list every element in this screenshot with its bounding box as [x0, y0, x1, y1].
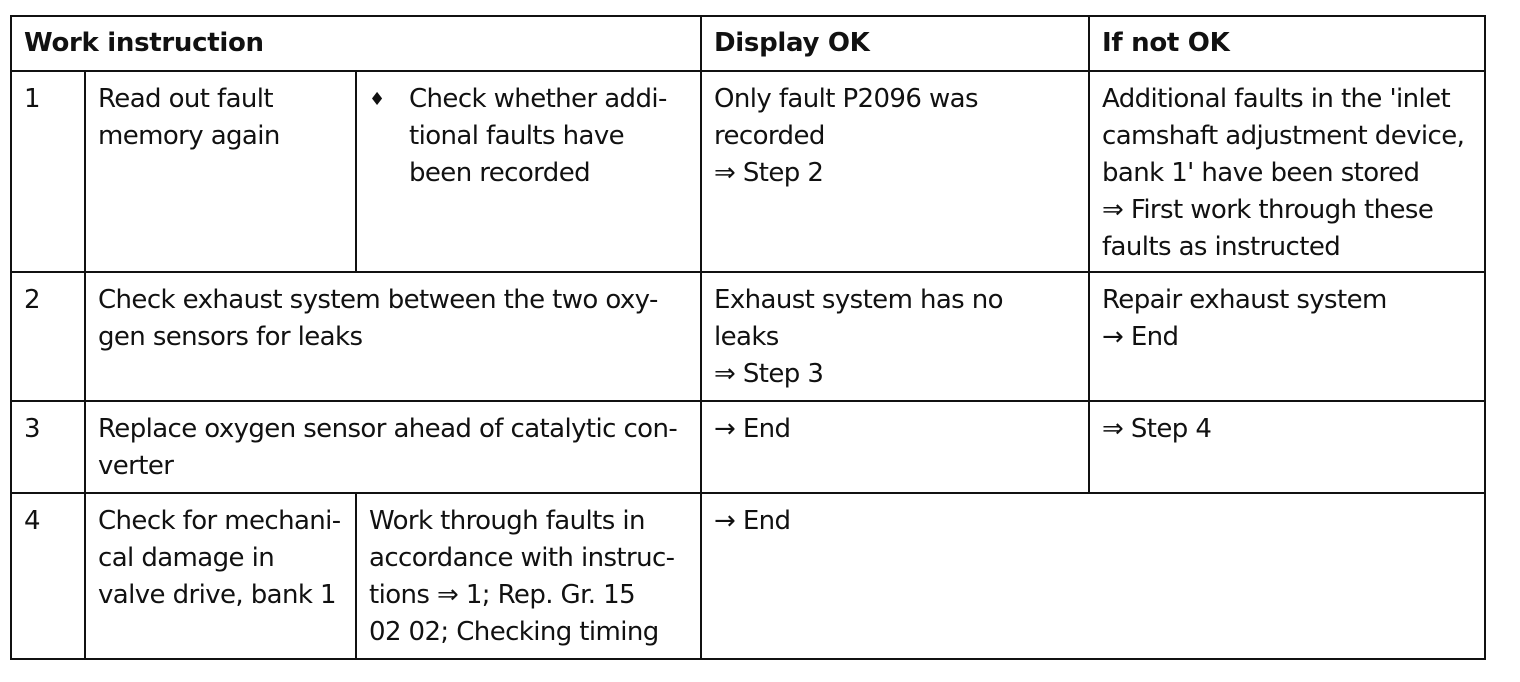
- action-line: Read out fault: [98, 84, 274, 114]
- work-instruction-table: [10, 15, 1486, 660]
- step-number: 1: [11, 71, 85, 272]
- detail-line: been recorded: [409, 158, 590, 188]
- header-if-not-ok: If not OK: [1089, 16, 1485, 71]
- not-ok-line: ⇒ First work through these: [1102, 195, 1434, 225]
- step-number: 4: [11, 493, 85, 659]
- detail-line: tional faults have: [409, 121, 625, 151]
- table-row-step-1: [11, 71, 1485, 272]
- not-ok-line: faults as instructed: [1102, 232, 1341, 262]
- ok-line: ⇒ Step 2: [714, 158, 824, 188]
- action-line: Check exhaust system between the two oxy-: [98, 285, 658, 315]
- action-cell: [85, 493, 356, 659]
- if-not-ok-cell: [1089, 71, 1485, 272]
- detail-line: 02 02; Checking timing: [369, 617, 659, 647]
- not-ok-line: Repair exhaust system: [1102, 285, 1387, 315]
- not-ok-line: ⇒ Step 4: [1102, 414, 1212, 444]
- detail-cell: [356, 71, 701, 272]
- display-ok-cell: [701, 71, 1089, 272]
- action-line: Replace oxygen sensor ahead of catalytic con-: [98, 414, 678, 444]
- action-line: verter: [98, 451, 174, 481]
- table-row-step-3: [11, 401, 1485, 493]
- display-ok-cell: [701, 401, 1089, 493]
- not-ok-line: bank 1' have been stored: [1102, 158, 1420, 188]
- action-line: gen sensors for leaks: [98, 322, 363, 352]
- not-ok-line: Additional faults in the 'inlet: [1102, 84, 1451, 114]
- if-not-ok-cell: [1089, 272, 1485, 401]
- action-line: Check for mechani-: [98, 506, 341, 536]
- display-ok-cell: [701, 272, 1089, 401]
- ok-line: leaks: [714, 322, 779, 352]
- table-header-row: [11, 16, 1485, 71]
- step-number: 3: [11, 401, 85, 493]
- action-line: cal damage in: [98, 543, 275, 573]
- step-number: 2: [11, 272, 85, 401]
- action-cell: [85, 401, 701, 493]
- ok-line: Exhaust system has no: [714, 285, 1003, 315]
- ok-line: → End: [714, 414, 791, 444]
- detail-cell: [356, 493, 701, 659]
- ok-line: recorded: [714, 121, 825, 151]
- bullet-diamond-icon: ♦: [369, 89, 385, 110]
- table-row-step-4: [11, 493, 1485, 659]
- not-ok-line: → End: [1102, 322, 1179, 352]
- header-display-ok: Display OK: [701, 16, 1089, 71]
- header-work-instruction: Work instruction: [11, 16, 701, 71]
- detail-line: tions ⇒ 1; Rep. Gr. 15: [369, 580, 636, 610]
- if-not-ok-cell: [1089, 401, 1485, 493]
- action-line: memory again: [98, 121, 280, 151]
- action-cell: [85, 272, 701, 401]
- ok-line: Only fault P2096 was: [714, 84, 978, 114]
- display-ok-cell: [701, 493, 1485, 659]
- not-ok-line: camshaft adjustment device,: [1102, 121, 1465, 151]
- detail-line: Work through faults in: [369, 506, 645, 536]
- ok-line: ⇒ Step 3: [714, 359, 824, 389]
- action-line: valve drive, bank 1: [98, 580, 336, 610]
- table-row-step-2: [11, 272, 1485, 401]
- detail-line: accordance with instruc-: [369, 543, 675, 573]
- detail-line: Check whether addi-: [409, 84, 667, 114]
- action-cell: [85, 71, 356, 272]
- ok-line: → End: [714, 506, 791, 536]
